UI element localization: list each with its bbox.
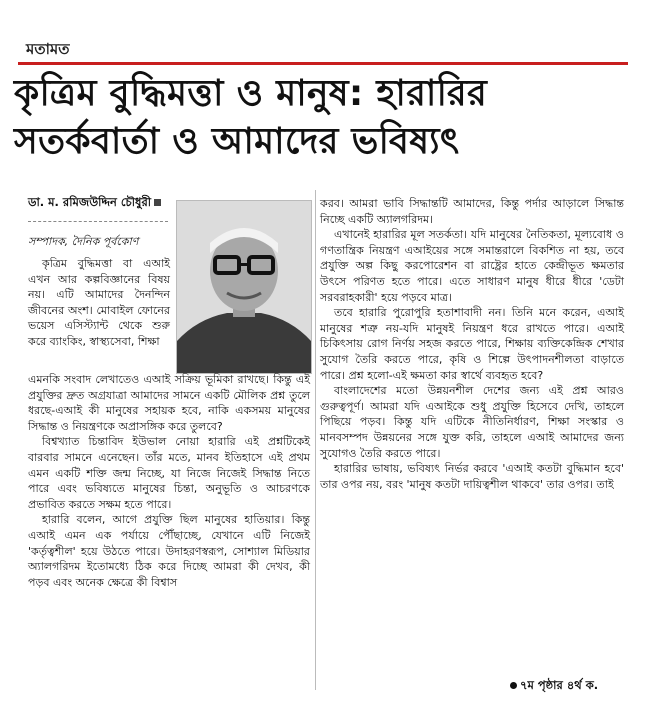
- paragraph: বিশ্বখ্যাত চিন্তাবিদ ইউভাল নোয়া হারারি এই প্রশ্নটিকেই বারবার সামনে এনেছেন। তাঁর মতে, মানব ইতিহাসে এই প্রথম এমন একটি শক্তি জন্ম নিচ্ছে, যা নিজে নিজেই সিদ্ধান্ত নিতে পারে এবং ভবিষ্যতে মানুষের চিন্তা, অনুভূতি ও আচরণকে প্রভাবিত করতে সক্ষম হতে পারে।: [28, 435, 310, 511]
- continued-on-page: [510, 677, 598, 696]
- paragraph: এমনকি সংবাদ লেখাতেও এআই সক্রিয় ভূমিকা রাখছে। কিন্তু এই প্রযুক্তির দ্রুত অগ্রযাত্রা আমাদের সামনে একটি মৌলিক প্রশ্ন তুলে ধরছে-এআই কী মানুষের সহায়ক হবে, নাকি একসময় মানুষের সিদ্ধান্ত ও নিয়ন্ত্রণকে অপ্রাসঙ্গিক করে তুলবে?: [28, 373, 310, 433]
- headline-line-1: কৃত্রিম বুদ্ধিমত্তা ও মানুষ: হারারির: [14, 73, 488, 114]
- author-name: ডা. ম. রমিজউদ্দিন চৌধুরী: [28, 195, 152, 209]
- bullet-icon: [510, 682, 517, 689]
- paragraph: বাংলাদেশের মতো উন্নয়নশীল দেশের জন্য এই প্রশ্ন আরও গুরুত্বপূর্ণ। আমরা যদি এআইকে শুধু প্রযুক্তি হিসেবে দেখি, তাহলে পিছিয়ে পড়ব। কিন্তু যদি এটিকে নীতিনির্ধারণ, শিক্ষা সংস্কার ও মানবসম্পদ উন্নয়নের সঙ্গে যুক্ত করি, তাহলে এআই আমাদের জন্য সুযোগও তৈরি করতে পারে।: [320, 384, 624, 460]
- headline-line-2: সতর্কবার্তা ও আমাদের ভবিষ্যৎ: [14, 121, 460, 162]
- paragraph: হারারির ভাষায়, ভবিষ্যৎ নির্ভর করবে 'এআই কতটা বুদ্ধিমান হবে' তার ওপর নয়, বরং 'মানুষ কতটা দায়িত্বশীল থাকবে' তার ওপর। তাই: [320, 462, 624, 491]
- paragraph: হারারি বলেন, আগে প্রযুক্তি ছিল মানুষের হাতিয়ার। কিন্তু এআই এমন এক পর্যায়ে পৌঁছাচ্ছে, যেখানে এটি নিজেই 'কর্তৃত্বশীল' হয়ে উঠতে পারে। উদাহরণস্বরূপ, সোশ্যাল মিডিয়ার অ্যালগরিদম ইতোমধ্যে ঠিক করে দিচ্ছে আমরা কী দেখব, কী পড়ব এবং অনেক ক্ষেত্রে কী বিশ্বাস: [28, 513, 310, 589]
- article-left-column: [28, 372, 310, 590]
- column-divider: [315, 190, 316, 690]
- author-byline: [28, 194, 161, 213]
- paragraph: তবে হারারি পুরোপুরি হতাশাবাদী নন। তিনি মনে করেন, এআই মানুষের শত্রু নয়-যদি মানুষই নিয়ন্ত্রণ ধরে রাখতে পারে। এআই চিকিৎসায় রোগ নির্ণয় সহজ করতে পারে, শিক্ষায় ব্যক্তিকেন্দ্রিক শেখার সুযোগ তৈরি করতে পারে, কৃষি ও শিল্পে উৎপাদনশীলতা বাড়াতে পারে। প্রশ্ন হলো-এই ক্ষমতা কার স্বার্থে ব্যবহৃত হবে?: [320, 306, 624, 382]
- paragraph: কৃত্রিম বুদ্ধিমত্তা বা এআই এখন আর কল্পবিজ্ঞানের বিষয় নয়। এটি আমাদের দৈনন্দিন জীবনের অংশ। মোবাইল ফোনের ভয়েস এসিস্ট্যান্ট থেকে শুরু করে ব্যাংকিং, স্বাস্থ্যসেবা, শিক্ষা: [28, 257, 170, 348]
- author-role: সম্পাদক, দৈনিক পূর্বকোণ: [28, 235, 139, 248]
- section-rule: [18, 62, 628, 65]
- author-photo: [176, 200, 312, 374]
- article-right-column: [320, 196, 624, 492]
- section-label: মতামত: [26, 40, 70, 58]
- paragraph: করব। আমরা ভাবি সিদ্ধান্তটি আমাদের, কিন্তু পর্দার আড়ালে সিদ্ধান্ত নিচ্ছে একটি অ্যালগরিদম।: [320, 197, 624, 226]
- byline-divider: [28, 221, 168, 222]
- article-intro-column: [28, 256, 170, 350]
- paragraph: এখানেই হারারির মূল সতর্কতা। যদি মানুষের নৈতিকতা, মূল্যবোধ ও গণতান্ত্রিক নিয়ন্ত্রণ এআইয়ের সঙ্গে সমান্তরালে বিকশিত না হয়, তবে প্রযুক্তি অল্প কিছু করপোরেশন বা রাষ্ট্রের হাতে কেন্দ্রীভূত ক্ষমতার উৎসে পরিণত হতে পারে। এতে সাধারণ মানুষ ধীরে ধীরে 'ডেটা সরবরাহকারী' হয়ে পড়বে মাত্র।: [320, 228, 624, 304]
- continued-label: ৭ম পৃষ্ঠার ৪র্থ ক.: [520, 678, 599, 692]
- headline: [14, 70, 634, 166]
- byline-square-icon: [154, 199, 161, 206]
